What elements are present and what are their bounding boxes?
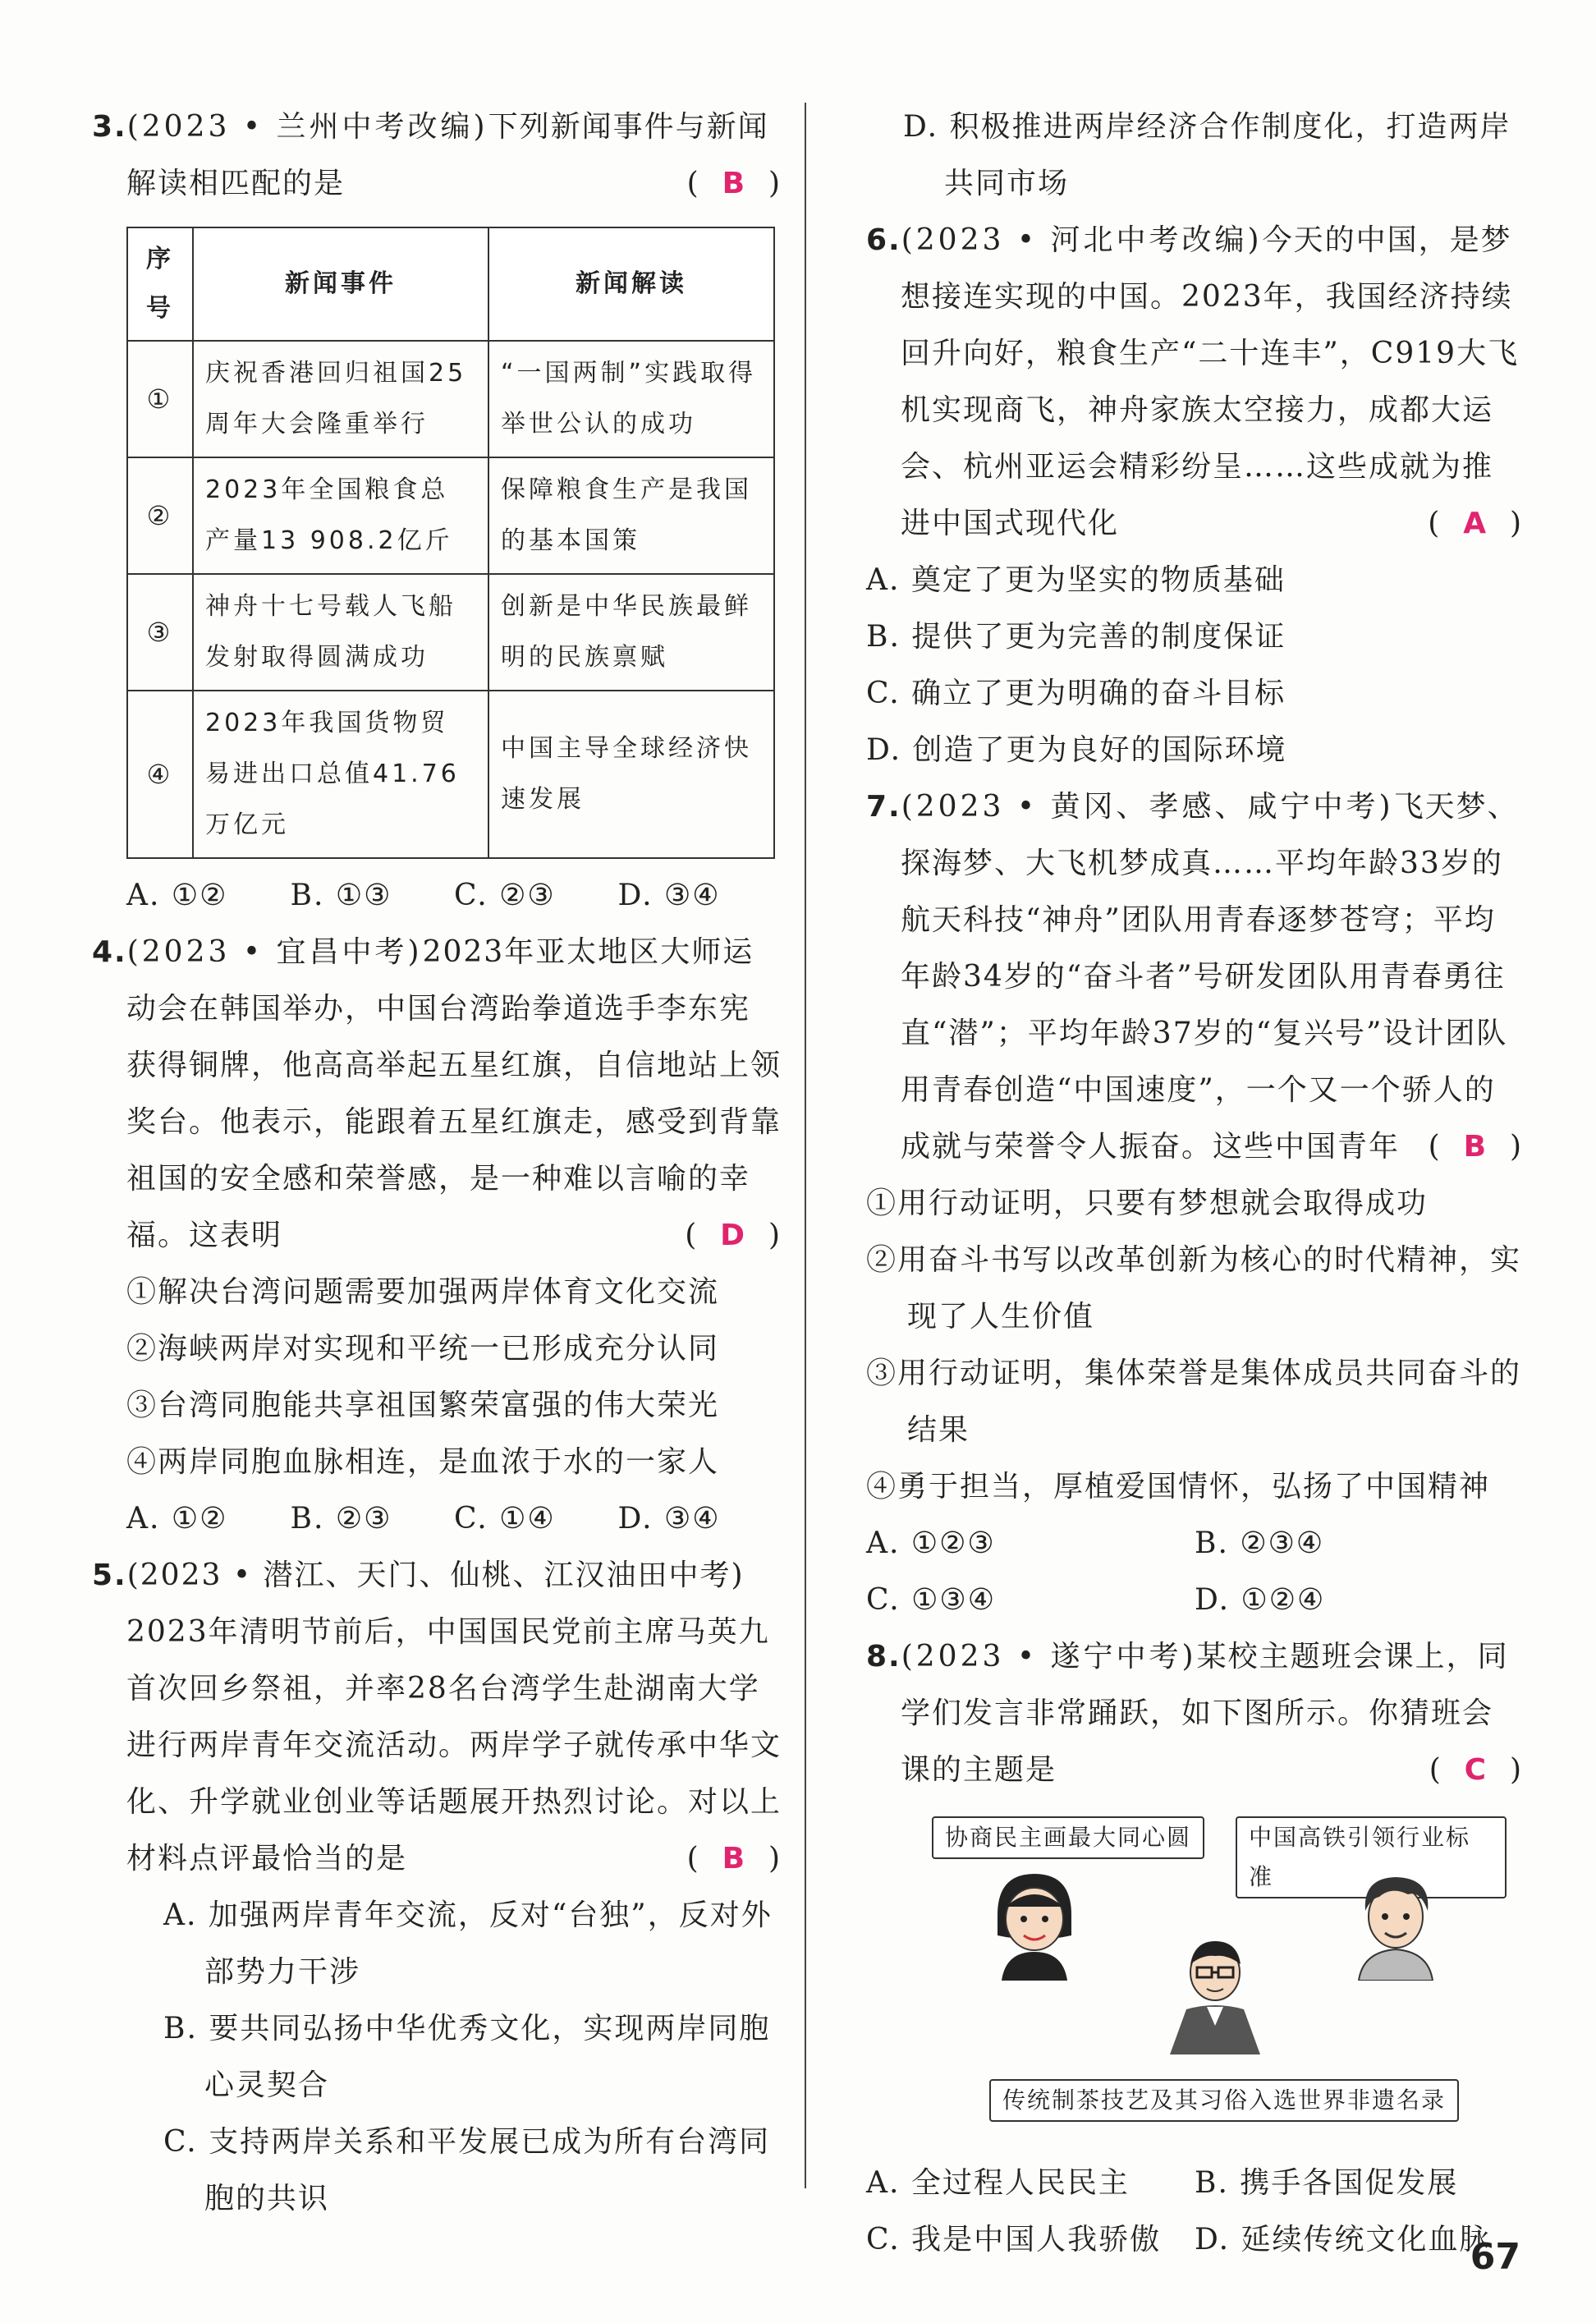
question-5-body (92, 1604, 782, 1887)
table-header-row (127, 227, 774, 341)
table-cell-index: ④ (127, 691, 193, 858)
answer-bracket: ( D ) (685, 1219, 782, 1252)
table-cell-reading: “一国两制”实践取得举世公认的成功 (488, 341, 774, 457)
option-d[interactable]: D. 延续传统文化血脉 (1195, 2223, 1491, 2256)
answer-bracket: ( C ) (1429, 1753, 1523, 1787)
question-stem-cont: 接连实现的中国。2023年，我国经济持续回升向好，粮食生产“二十连丰”，C919大飞机实现商飞，神舟家族太空接力，成都大运会、杭州亚运会精彩纷呈……这些成就为推进中国式现代化 (901, 280, 1520, 540)
statement-item: ②用奋斗书写以改革创新为核心的时代精神，实现了人生价值 (866, 1243, 1522, 1334)
option-a[interactable]: A. ①② (126, 879, 228, 912)
table-row (127, 457, 774, 574)
options-list (866, 552, 1523, 778)
question-5-stem (92, 1547, 782, 1604)
table-cell-event: 2023年我国货物贸易进出口总值41.76万亿元 (193, 691, 488, 858)
question-6-stem (866, 212, 1523, 552)
options-row (92, 1490, 782, 1547)
option-d[interactable]: D. ①②④ (1195, 1583, 1326, 1617)
girl-student-icon (981, 1866, 1088, 1981)
options-list (92, 1887, 782, 2227)
answer-bracket: ( B ) (686, 167, 782, 200)
option-d[interactable]: D. 积极推进两岸经济合作制度化，打造两岸共同市场 (903, 110, 1511, 200)
option-d[interactable]: D. ③④ (617, 1502, 721, 1536)
question-stem-cont: 会在韩国举办，中国台湾跆拳道选手李东宪获得铜牌，他高高举起五星红旗，自信地站上领奖台。他表示，能跟着五星红旗走，感受到背靠祖国的安全感和荣誉感，是一种难以言喻的幸福。这表明 (126, 992, 782, 1252)
question-source: (2023 • 黄冈、孝感、咸宁中考) (901, 790, 1394, 824)
question-4 (92, 924, 782, 1547)
question-number: 7. (866, 790, 901, 824)
question-source: (2023 • 兰州中考改编) (126, 110, 488, 144)
question-3-stem (92, 99, 782, 155)
question-3 (92, 99, 782, 924)
answer-letter: B (722, 167, 747, 200)
table-cell-reading: 中国主导全球经济快速发展 (488, 691, 774, 858)
question-7 (866, 778, 1523, 1628)
answer-letter: B (722, 1842, 747, 1875)
question-source: (2023 • 遂宁中考) (901, 1640, 1197, 1673)
question-stem-cont: 们发言非常踊跃，如下图所示。你猜班会课的主题是 (901, 1696, 1494, 1787)
speech-bubble: 协商民主画最大同心圆 (932, 1816, 1204, 1859)
question-8-stem (866, 1628, 1523, 1798)
option-c[interactable]: C. ①③④ (866, 1583, 996, 1617)
question-4-stem (92, 924, 782, 1264)
statement-item: ①用行动证明，只要有梦想就会取得成功 (866, 1187, 1429, 1220)
statement-item: ①解决台湾问题需要加强两岸体育文化交流 (126, 1275, 720, 1309)
question-stem: 2023年清明节前后，中国国民党前主席马英九首次回乡祭祖，并率28名台湾学生赴湖南大学进行两岸青年交流活动。两岸学子就传承中华文化、升学就业创业等话题展开热烈讨论。对以上材料点评最恰当的是 (126, 1615, 782, 1875)
statement-list (92, 1264, 782, 1490)
table-cell-event: 2023年全国粮食总产量13 908.2亿斤 (193, 457, 488, 574)
option-a[interactable]: A. ①② (126, 1502, 228, 1536)
statement-list (866, 1175, 1523, 1515)
option-c[interactable]: C. 支持两岸关系和平发展已成为所有台湾同胞的共识 (163, 2125, 771, 2215)
question-7-stem (866, 778, 1523, 1175)
boy-student-icon (1162, 1931, 1268, 2054)
question-stem: 2023年亚太地区大师运动 (126, 935, 754, 1026)
question-stem: 飞天梦、探海 (901, 790, 1519, 880)
question-5-continued (866, 99, 1523, 212)
option-d[interactable]: D. 创造了更为良好的国际环境 (866, 733, 1287, 767)
question-source: (2023 • 河北中考改编) (901, 223, 1263, 257)
table-row (127, 691, 774, 858)
speech-bubble: 传统制茶技艺及其习俗入选世界非遗名录 (989, 2079, 1459, 2122)
table-cell-event: 庆祝香港回归祖国25周年大会隆重举行 (193, 341, 488, 457)
question-stem: 某校主题班会课上，同学 (901, 1640, 1509, 1730)
question-number: 4. (92, 935, 127, 969)
page-number: 67 (1470, 2236, 1520, 2278)
table-row (127, 574, 774, 691)
column-divider (805, 103, 806, 2188)
options-grid (866, 2155, 1523, 2268)
option-b[interactable]: B. 携手各国促发展 (1195, 2166, 1459, 2200)
option-b[interactable]: B. ②③ (290, 1502, 392, 1536)
option-a[interactable]: A. 加强两岸青年交流，反对“台独”，反对外部势力干涉 (163, 1898, 773, 1989)
option-a[interactable]: A. 全过程人民民主 (866, 2166, 1130, 2200)
question-source: (2023 • 宜昌中考) (126, 935, 423, 969)
question-number: 6. (866, 223, 901, 257)
answer-letter: A (1463, 507, 1488, 540)
option-b[interactable]: B. 要共同弘扬中华优秀文化，实现两岸同胞心灵契合 (163, 2012, 771, 2102)
option-a[interactable]: A. ①②③ (866, 1526, 996, 1560)
table-row (127, 341, 774, 457)
question-3-stem-line2 (92, 155, 782, 212)
option-c[interactable]: C. ②③ (454, 879, 556, 912)
table-cell-reading: 保障粮食生产是我国的基本国策 (488, 457, 774, 574)
right-column (866, 99, 1523, 2268)
table-header: 新闻解读 (488, 227, 774, 341)
answer-bracket: ( B ) (1428, 1130, 1523, 1164)
question-stem: 下列新闻事件与新闻 (488, 110, 769, 144)
answer-bracket: ( B ) (686, 1842, 782, 1875)
boy-student-icon (1342, 1866, 1449, 1981)
options-grid (866, 1515, 1523, 1628)
statement-item: ④两岸同胞血脉相连，是血浓于水的一家人 (126, 1445, 720, 1479)
option-b[interactable]: B. ②③④ (1195, 1526, 1325, 1560)
table-cell-index: ③ (127, 574, 193, 691)
option-b[interactable]: B. ①③ (290, 879, 392, 912)
statement-item: ④勇于担当，厚植爱国情怀，弘扬了中国精神 (866, 1470, 1491, 1504)
class-meeting-illustration (915, 1808, 1507, 2145)
question-number: 5. (92, 1559, 127, 1592)
question-stem-cont: 解读相匹配的是 (126, 167, 346, 200)
table-cell-event: 神舟十七号载人飞船发射取得圆满成功 (193, 574, 488, 691)
question-number: 3. (92, 110, 127, 144)
statement-item: ③用行动证明，集体荣誉是集体成员共同奋斗的结果 (866, 1357, 1522, 1447)
option-d[interactable]: D. ③④ (617, 879, 721, 912)
left-column (92, 99, 782, 2227)
option-b[interactable]: B. 提供了更为完善的制度保证 (866, 620, 1286, 654)
question-6 (866, 212, 1523, 778)
option-c[interactable]: C. 确立了更为明确的奋斗目标 (866, 677, 1286, 710)
statement-item: ③台湾同胞能共享祖国繁荣富强的伟大荣光 (126, 1389, 720, 1422)
answer-letter: D (720, 1219, 747, 1252)
answer-letter: C (1464, 1753, 1488, 1787)
answer-letter: B (1463, 1130, 1488, 1164)
option-c[interactable]: C. 我是中国人我骄傲 (866, 2223, 1162, 2256)
table-cell-index: ② (127, 457, 193, 574)
question-5 (92, 1547, 782, 2227)
question-8 (866, 1628, 1523, 2268)
table-cell-index: ① (127, 341, 193, 457)
statement-item: ②海峡两岸对实现和平统一已形成充分认同 (126, 1332, 720, 1366)
table-header: 序号 (127, 227, 193, 341)
table-header: 新闻事件 (193, 227, 488, 341)
options-row (92, 867, 782, 924)
question-number: 8. (866, 1640, 901, 1673)
answer-bracket: ( A ) (1428, 507, 1523, 540)
speech-bubble: 中国高铁引领行业标准 (1236, 1816, 1507, 1898)
news-table (126, 227, 775, 859)
question-stem-cont: 梦、大飞机梦成真……平均年龄33岁的航天科技“神舟”团队用青春逐梦苍穹；平均年龄34岁的“奋斗者”号研发团队用青春勇往直“潜”；平均年龄37岁的“复兴号”设计团队用青春创造“中国速度”，一个又一个骄人的成就与荣誉令人振奋。这些中国青年 (901, 847, 1508, 1164)
table-cell-reading: 创新是中华民族最鲜明的民族禀赋 (488, 574, 774, 691)
question-stem: 今天的中国，是梦想 (901, 223, 1512, 314)
option-c[interactable]: C. ①④ (454, 1502, 556, 1536)
option-a[interactable]: A. 奠定了更为坚实的物质基础 (866, 563, 1286, 597)
question-source: (2023 • 潜江、天门、仙桃、江汉油田中考) (126, 1559, 745, 1592)
